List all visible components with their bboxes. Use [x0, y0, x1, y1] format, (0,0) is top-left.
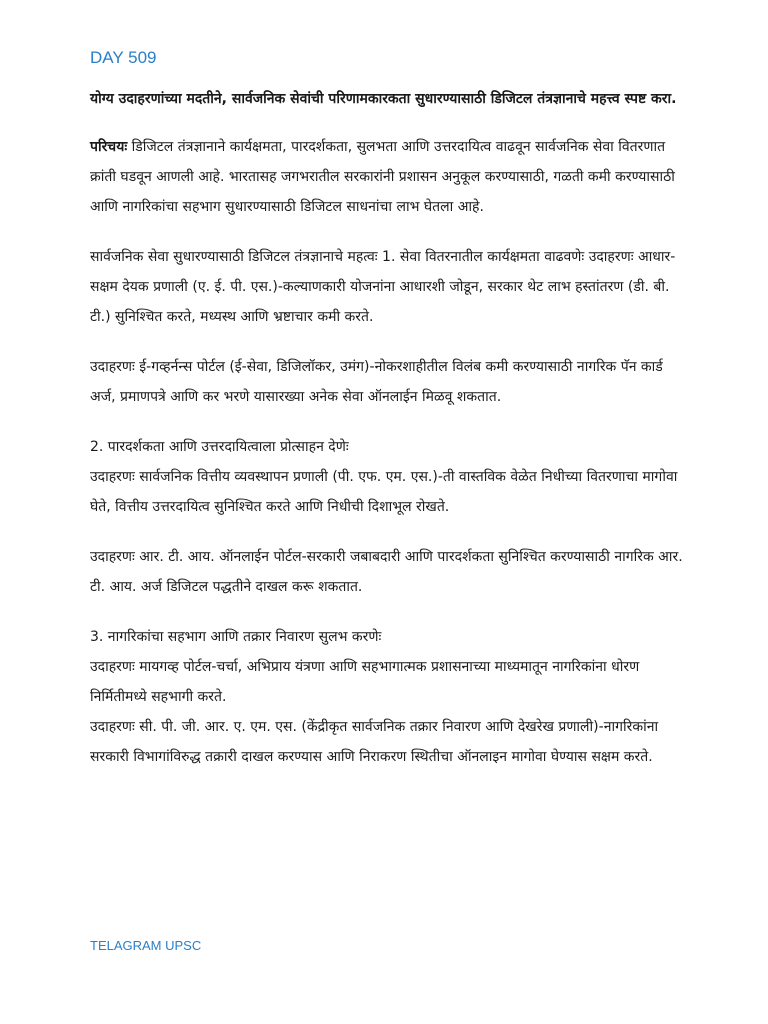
- intro-lead: परिचयः: [90, 139, 128, 155]
- section-participation-heading: 3. नागरिकांचा सहभाग आणि तक्रार निवारण सुलभ करणेः: [90, 629, 382, 645]
- intro-text: डिजिटल तंत्रज्ञानाने कार्यक्षमता, पारदर्शकता, सुलभता आणि उत्तरदायित्व वाढवून सार्वजनिक सेवा वितरणात क्रांती घडवून आणली आहे. भारतासह जगभरातील सरकारांनी प्रशासन अनुकूल करण्यासाठी, गळती कमी करण्यासाठी आणि नागरिकांचा सहभाग सुधारण्यासाठी डिजिटल साधनांचा लाभ घेतला आहे.: [90, 139, 675, 215]
- section-cpgrams: उदाहरणः सी. पी. जी. आर. ए. एम. एस. (केंद्रीकृत सार्वजनिक तक्रार निवारण आणि देखरेख प्रणाली)-नागरिकांना सरकारी विभागांविरुद्ध तक्रारी दाखल करण्यास आणि निराकरण स्थितीचा ऑनलाइन मागोवा घेण्यास सक्षम करते.: [90, 719, 659, 765]
- question-text: योग्य उदाहरणांच्या मदतीने, सार्वजनिक सेवांची परिणामकारकता सुधारण्यासाठी डिजिटल तंत्रज्ञानाचे महत्त्व स्पष्ट करा.: [90, 91, 677, 107]
- day-title: DAY 509: [90, 48, 157, 67]
- section-mygov: उदाहरणः मायगव्ह पोर्टल-चर्चा, अभिप्राय यंत्रणा आणि सहभागात्मक प्रशासनाच्या माध्यमातून नागरिकांना धोरण निर्मितीमध्ये सहभागी करते.: [90, 659, 640, 705]
- telegram-upsc-link[interactable]: TELAGRAM UPSC: [90, 938, 202, 953]
- section-rti: उदाहरणः आर. टी. आय. ऑनलाईन पोर्टल-सरकारी जबाबदारी आणि पारदर्शकता सुनिश्चित करण्यासाठी नागरिक आर. टी. आय. अर्ज डिजिटल पद्धतीने दाखल करू शकतात.: [90, 549, 683, 595]
- document-body: [90, 44, 690, 792]
- section-pfms: उदाहरणः सार्वजनिक वित्तीय व्यवस्थापन प्रणाली (पी. एफ. एम. एस.)-ती वास्तविक वेळेत निधीच्या वितरणाचा मागोवा घेते, वित्तीय उत्तरदायित्व सुनिश्चित करते आणि निधीची दिशाभूल रोखते.: [90, 469, 678, 515]
- section-transparency-heading: 2. पारदर्शकता आणि उत्तरदायित्वाला प्रोत्साहन देणेः: [90, 439, 349, 455]
- section-egovernance: उदाहरणः ई-गव्हर्नन्स पोर्टल (ई-सेवा, डिजिलॉकर, उमंग)-नोकरशाहीतील विलंब कमी करण्यासाठी नागरिक पॅन कार्ड अर्ज, प्रमाणपत्रे आणि कर भरणे यासारख्या अनेक सेवा ऑनलाईन मिळवू शकतात.: [90, 359, 663, 405]
- intro-paragraph: [90, 132, 690, 222]
- section-efficiency: सार्वजनिक सेवा सुधारण्यासाठी डिजिटल तंत्रज्ञानाचे महत्वः 1. सेवा वितरनातील कार्यक्षमता वाढवणेः उदाहरणः आधार-सक्षम देयक प्रणाली (ए. ई. पी. एस.)-कल्याणकारी योजनांना आधारशी जोडून, सरकार थेट लाभ हस्तांतरण (डी. बी. टी.) सुनिश्चित करते, मध्यस्थ आणि भ्रष्टाचार कमी करते.: [90, 249, 676, 325]
